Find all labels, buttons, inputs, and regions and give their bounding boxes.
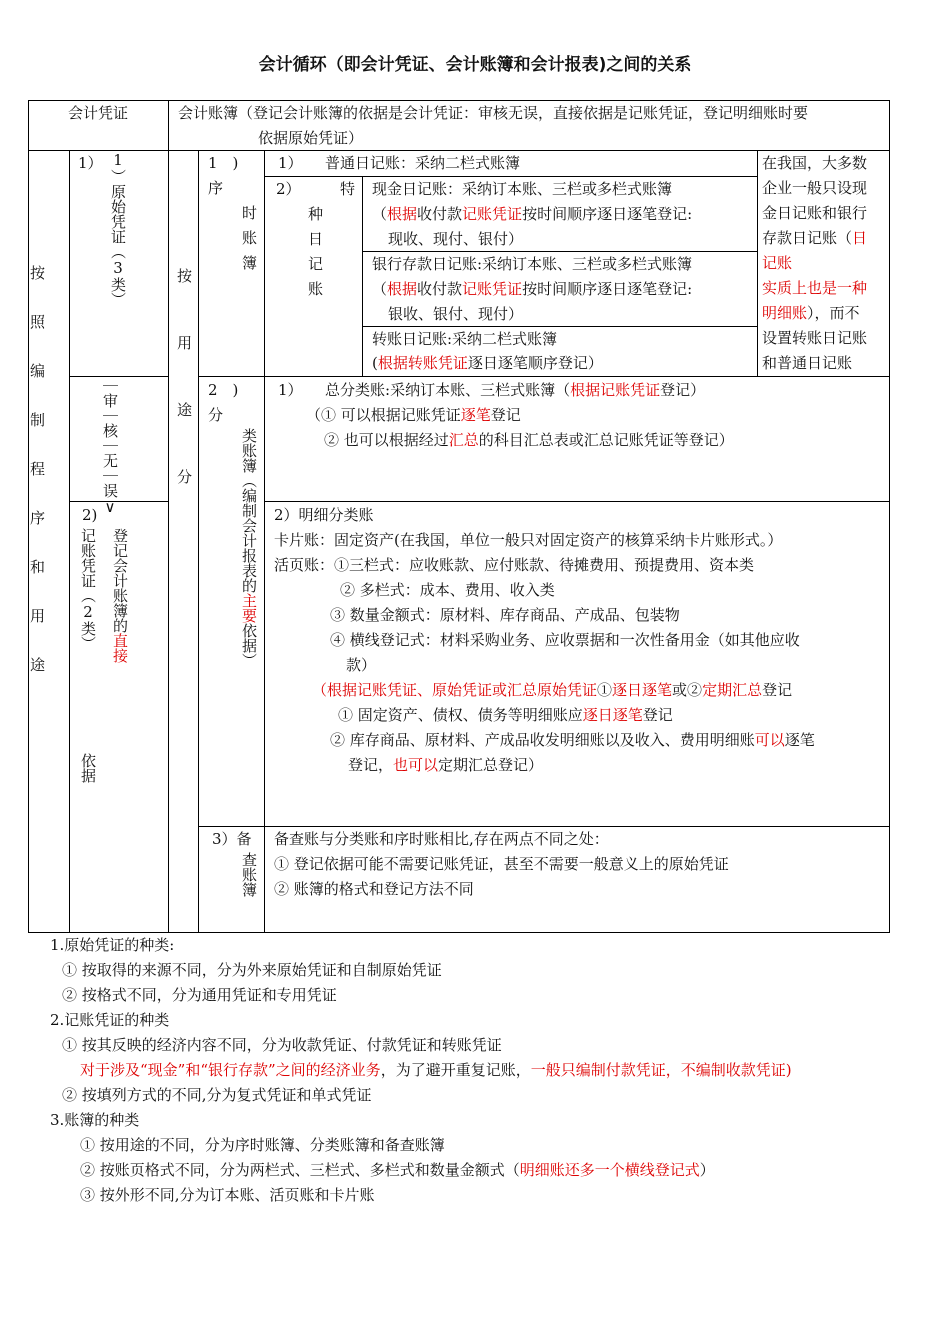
note-3a: ① 按用途的不同，分为序时账簿、分类账簿和备查账簿 — [80, 1136, 445, 1154]
journal-voucher-basis: 依据 — [79, 753, 97, 783]
b2-label-vertical: 类账簿（编制会计报表的主要依据） — [240, 428, 258, 668]
subsidiary-ledger-loose4: ④ 横线登记式：材料采购业务、应收票据和一次性备用金（如其他应收 — [330, 631, 800, 649]
subsidiary-ledger-loose2: ② 多栏式：成本、费用、收入类 — [340, 581, 555, 599]
original-voucher-num: 1） — [78, 154, 103, 172]
note-2-emphasis: 对于涉及“现金”和“银行存款”之间的经济业务，为了避开重复记账，一般只编制付款凭证，不编制收款凭证) — [80, 1061, 792, 1079]
bank-journal-l3: 银收、银付、现付） — [388, 305, 524, 323]
note-2-title: 2.记账凭证的种类 — [50, 1011, 170, 1029]
b3-label: 查账簿 — [240, 852, 258, 897]
general-ledger-l2: （① 可以根据记账凭证逐笔登记 — [306, 406, 521, 424]
general-journal-row: 1） 普通日记账：采纳二栏式账簿 — [278, 154, 521, 172]
note-1b: ② 按格式不同，分为通用凭证和专用凭证 — [62, 986, 337, 1004]
transfer-journal-l1: 转账日记账:采纳二栏式账簿 — [372, 330, 558, 348]
subsidiary-ledger-loose4b: 款） — [346, 656, 377, 674]
bank-journal-l1: 银行存款日记账:采纳订本账、三栏或多栏式账簿 — [372, 255, 693, 273]
subsidiary-ledger-rule2b: 登记，也可以定期汇总登记） — [348, 756, 544, 774]
journal-note: 在我国，大多数 企业一般只设现 金日记账和银行 存款日记账（日 记账 实质上也是一种 明细账），而不 设置转账日记账 和普通日记账 — [762, 154, 868, 372]
transfer-journal-l2: (根据转账凭证逐日逐笔顺序登记） — [372, 354, 603, 372]
original-voucher-label: 1）原始凭证（3类） — [109, 151, 127, 307]
journal-voucher-label: 记账凭证（2类） — [79, 528, 97, 651]
subsidiary-ledger-loose1: 活页账：①三栏式：应收账款、应付账款、待摊费用、预提费用、资本类 — [274, 556, 755, 574]
memo-book-l3: ② 账簿的格式和登记方法不同 — [274, 880, 474, 898]
b3-num: 3）备 — [212, 830, 252, 848]
note-3c: ③ 按外形不同,分为订本账、活页账和卡片账 — [80, 1186, 375, 1204]
memo-book-l1: 备查账与分类账和序时账相比,存在两点不同之处： — [274, 830, 609, 848]
cash-journal-l2: （根据收付款记账凭证按时间顺序逐日逐笔登记: — [372, 205, 693, 223]
subsidiary-ledger-basis: （根据记账凭证、原始凭证或汇总原始凭证①逐日逐笔或②定期汇总登记 — [312, 681, 793, 699]
special-journal-label: 2） 特 种 日 记 账 — [276, 180, 356, 298]
page-title: 会计循环（即会计凭证、会计账簿和会计报表)之间的关系 — [258, 55, 692, 75]
note-3b: ② 按账页格式不同，分为两栏式、三栏式、多栏式和数量金额式（明细账还多一个横线登记式） — [80, 1161, 715, 1179]
left-vertical-label: 按照编制程序和用途 — [28, 265, 46, 706]
subsidiary-ledger-card: 卡片账：固定资产(在我国，单位一般只对固定资产的核算采纳卡片账形式。） — [274, 531, 783, 549]
mid-vertical-label: 按用途分 — [175, 268, 193, 536]
journal-voucher-purpose: 登记会计账簿的直接 — [111, 528, 129, 663]
note-2c: ② 按填列方式的不同,分为复式凭证和单式凭证 — [62, 1086, 372, 1104]
audit-arrow: ｜审｜核｜无｜误∨ — [101, 378, 119, 516]
subsidiary-ledger-loose3: ③ 数量金额式：原材料、库存商品、产成品、包装物 — [330, 606, 680, 624]
subsidiary-ledger-rule1: ① 固定资产、债权、债务等明细账应逐日逐笔登记 — [338, 706, 673, 724]
header-books-line2: 依据原始凭证） — [258, 129, 364, 147]
bank-journal-l2: （根据收付款记账凭证按时间顺序逐日逐笔登记: — [372, 280, 693, 298]
header-books-line1: 会计账簿（登记会计账簿的依据是会计凭证：审核无误，直接依据是记账凭证，登记明细账时要 — [178, 104, 809, 122]
subsidiary-ledger-title: 2）明细分类账 — [274, 506, 374, 524]
journal-voucher-num: 2) — [82, 506, 98, 524]
general-ledger-l3: ② 也可以根据经过汇总的科目汇总表或汇总记账凭证等登记） — [324, 431, 734, 449]
note-1a: ① 按取得的来源不同，分为外来原始凭证和自制原始凭证 — [62, 961, 442, 979]
b1-label: 1 ) 序 时 账 簿 — [208, 154, 258, 272]
note-2a: ① 按其反映的经济内容不同，分为收款凭证、付款凭证和转账凭证 — [62, 1036, 502, 1054]
cash-journal-l1: 现金日记账：采纳订本账、三栏或多栏式账簿 — [372, 180, 673, 198]
note-1-title: 1.原始凭证的种类: — [50, 936, 175, 954]
general-ledger-l1: 1） 总分类账:采纳订本账、三栏式账簿（根据记账凭证登记） — [278, 381, 706, 399]
header-vouchers: 会计凭证 — [67, 104, 128, 122]
memo-book-l2: ① 登记依据可能不需要记账凭证，甚至不需要一般意义上的原始凭证 — [274, 855, 729, 873]
subsidiary-ledger-rule2: ② 库存商品、原材料、产成品收发明细账以及收入、费用明细账可以逐笔 — [330, 731, 815, 749]
note-3-title: 3.账簿的种类 — [50, 1111, 140, 1129]
cash-journal-l3: 现收、现付、银付） — [388, 230, 524, 248]
